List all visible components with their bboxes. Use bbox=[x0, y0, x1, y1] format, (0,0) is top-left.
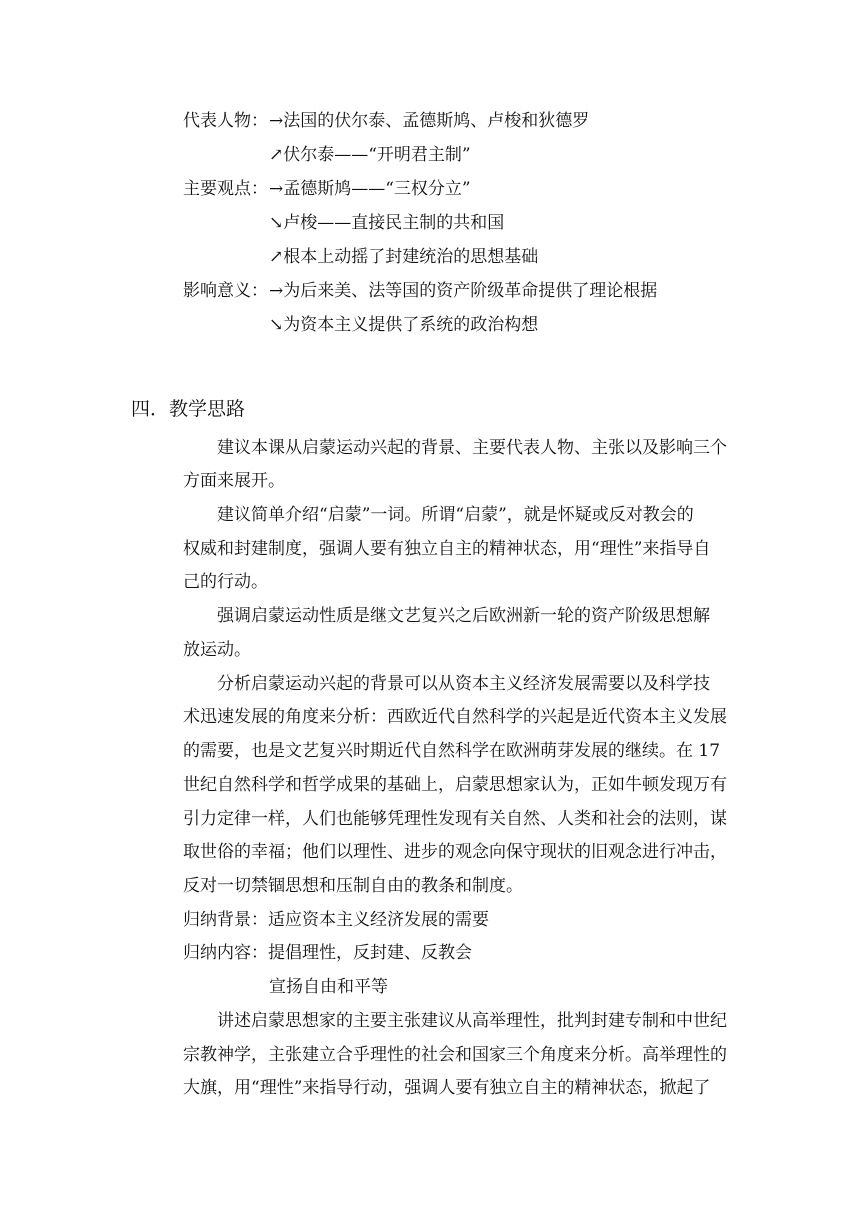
paragraph-line: 宗教神学，主张建立合乎理性的社会和国家三个角度来分析。高举理性的 bbox=[183, 1045, 727, 1065]
paragraph-line: 权威和封建制度，强调人要有独立自主的精神状态，用“理性”来指导自 bbox=[183, 539, 711, 559]
paragraph-line: 放运动。 bbox=[183, 640, 251, 660]
outline-label-impact: 影响意义： bbox=[183, 281, 268, 301]
paragraph-line: 大旗，用“理性”来指导行动，强调人要有独立自主的精神状态，掀起了 bbox=[183, 1078, 711, 1098]
outline-view-voltaire: ↗伏尔泰——“开明君主制” bbox=[269, 145, 471, 165]
paragraph-line: 反对一切禁锢思想和压制自由的教条和制度。 bbox=[183, 876, 523, 896]
summary-content: 归纳内容：提倡理性，反封建、反教会 bbox=[183, 943, 472, 963]
paragraph-line: 分析启蒙运动兴起的背景可以从资本主义经济发展需要以及科学技 bbox=[217, 674, 710, 694]
paragraph-line: 讲述启蒙思想家的主要主张建议从高举理性，批判封建专制和中世纪 bbox=[217, 1011, 727, 1031]
outline-label-representatives: 代表人物： bbox=[183, 111, 268, 131]
outline-label-views: 主要观点： bbox=[183, 179, 268, 199]
paragraph-line: 取世俗的幸福；他们以理性、进步的观念向保守现状的旧观念进行冲击， bbox=[183, 842, 727, 862]
paragraph-line: 建议简单介绍“启蒙”一词。所谓“启蒙”，就是怀疑或反对教会的 bbox=[217, 505, 694, 525]
outline-impact-1: ↗根本上动摇了封建统治的思想基础 bbox=[269, 247, 539, 267]
paragraph-line: 建议本课从启蒙运动兴起的背景、主要代表人物、主张以及影响三个 bbox=[217, 438, 727, 458]
paragraph-line: 己的行动。 bbox=[183, 572, 268, 592]
summary-content-continued: 宣扬自由和平等 bbox=[269, 977, 388, 997]
outline-impact-3: ↘为资本主义提供了系统的政治构想 bbox=[269, 315, 539, 335]
outline-representatives: →法国的伏尔泰、孟德斯鸠、卢梭和狄德罗 bbox=[269, 111, 590, 131]
outline-impact-2: →为后来美、法等国的资产阶级革命提供了理论根据 bbox=[269, 281, 658, 301]
paragraph-line: 强调启蒙运动性质是继文艺复兴之后欧洲新一轮的资产阶级思想解 bbox=[217, 606, 710, 626]
paragraph-line: 引力定律一样，人们也能够凭理性发现有关自然、人类和社会的法则，谋 bbox=[183, 809, 727, 829]
paragraph-line: 世纪自然科学和哲学成果的基础上，启蒙思想家认为，正如牛顿发现万有 bbox=[183, 775, 727, 795]
outline-view-montesquieu: →孟德斯鸠——“三权分立” bbox=[269, 179, 471, 199]
section-heading: 四．教学思路 bbox=[131, 398, 246, 420]
summary-background: 归纳背景：适应资本主义经济发展的需要 bbox=[183, 910, 489, 930]
paragraph-line: 的需要，也是文艺复兴时期近代自然科学在欧洲萌芽发展的继续。在 17 bbox=[183, 741, 721, 761]
paragraph-line: 方面来展开。 bbox=[183, 471, 285, 491]
outline-view-rousseau: ↘卢梭——直接民主制的共和国 bbox=[269, 213, 505, 233]
paragraph-line: 术迅速发展的角度来分析：西欧近代自然科学的兴起是近代资本主义发展 bbox=[183, 707, 727, 727]
